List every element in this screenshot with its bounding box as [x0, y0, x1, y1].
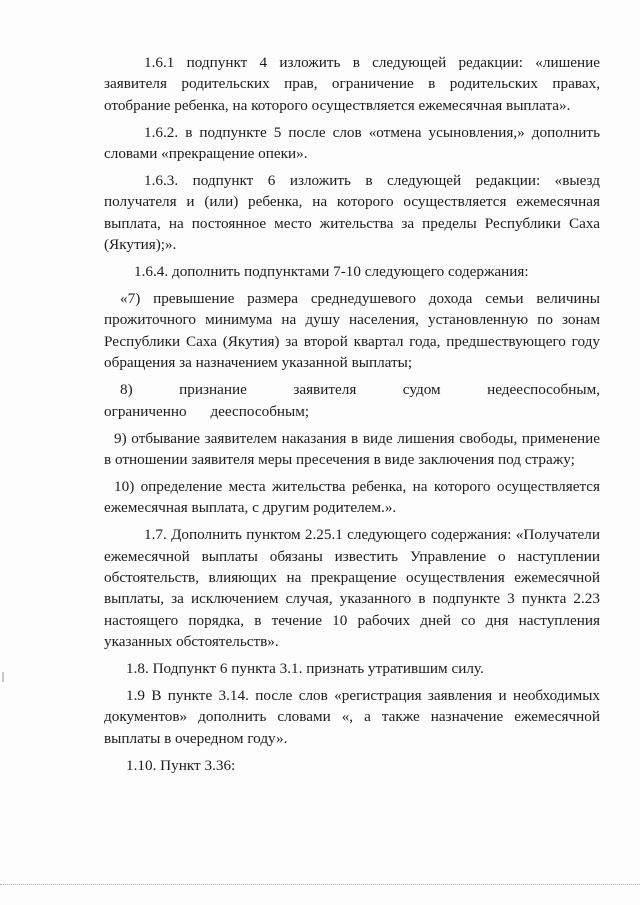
- paragraph-1-6-1: 1.6.1 подпункт 4 изложить в следующей редакции: «лишение заявителя родительских прав, ограничение в родительских правах, отобрание ребенка, на которого осуществляется ежемесячная выплата».: [104, 54, 600, 114]
- paragraph-1-6-2: 1.6.2. в подпункте 5 после слов «отмена усыновления,» дополнить словами «прекращение опеки».: [104, 123, 600, 163]
- scan-edge-mark: [2, 672, 4, 682]
- paragraph-1-8: 1.8. Подпункт 6 пункта 3.1. признать утратившим силу.: [126, 660, 484, 678]
- subitem-9: 9) отбывание заявителем наказания в виде лишения свободы, применение в отношении заявителя меры пресечения в виде заключения под стражу;: [104, 429, 600, 468]
- paragraph-1-7: 1.7. Дополнить пунктом 2.25.1 следующего содержания: «Получатели ежемесячной выплаты обязаны известить Управление о наступлении обстоятельств, влияющих на прекращение осуществления ежемесячной выплаты, за исключением случая, указанного в подпункте 3 пункта 2.23 настоящего порядка, в течение 10 рабочих дней со дня наступления указанных обстоятельств».: [104, 526, 600, 651]
- subitem-8: 8) признание заявителя судом недееспособным, ограниченно дееспособным;: [104, 381, 600, 420]
- subitem-10: 10) определение места жительства ребенка, на которого осуществляется ежемесячная выплата, с другим родителем.».: [104, 477, 600, 517]
- subitem-7: «7) превышение размера среднедушевого дохода семьи величины прожиточного минимума на душу населения, установленную по зонам Республики Саха (Якутия) за второй квартал года, предшествующего году обращения за назначением указанной выплаты;: [104, 290, 600, 372]
- document-body: [104, 52, 600, 782]
- paragraph-1-6-3: 1.6.3. подпункт 6 изложить в следующей редакции: «выезд получателя и (или) ребенка, на которого осуществляется ежемесячная выплата, на постоянное место жительства за пределы Республики Саха (Якутия);».: [104, 172, 600, 254]
- paragraph-1-9: 1.9 В пункте 3.14. после слов «регистрация заявления и необходимых документов» дополнить словами «, а также назначение ежемесячной выплаты в очередном году».: [104, 686, 600, 747]
- paragraph-1-10: 1.10. Пункт 3.36:: [126, 756, 236, 774]
- scan-fold-line: [0, 884, 640, 886]
- paragraph-1-6-4: 1.6.4. дополнить подпунктами 7-10 следующего содержания:: [134, 263, 529, 281]
